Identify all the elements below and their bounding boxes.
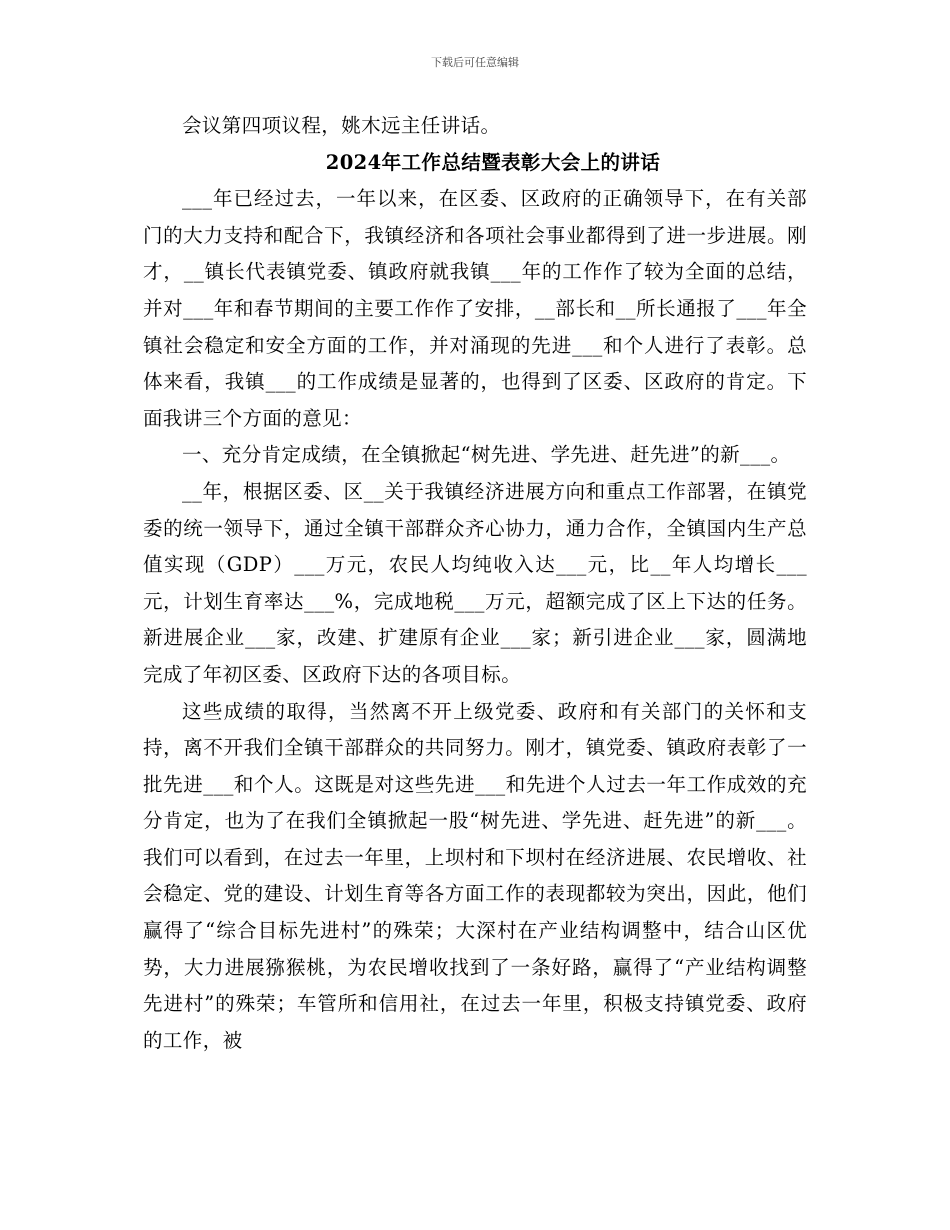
body-paragraph-3: 这些成绩的取得，当然离不开上级党委、政府和有关部门的关怀和支持，离不开我们全镇干部群众的共同努力。刚才，镇党委、镇政府表彰了一批先进___和个人。这既是对这些先进___和先进个人过去一年工作成效的充分肯定，也为了在我们全镇掀起一股“树先进、学先进、赶先进”的新___。我们可以看到，在过去一年里，上坝村和下坝村在经济进展、农民增收、社会稳定、党的建设、计划生育等各方面工作的表现都较为突出，因此，他们赢得了“综合目标先进村”的殊荣；大深村在产业结构调整中，结合山区优势，大力进展猕猴桃，为农民增收找到了一条好路，赢得了“产业结构调整先进村”的殊荣；车管所和信用社，在过去一年里，积极支持镇党委、政府的工作，被 [143, 699, 807, 1052]
section-heading-1: 一、充分肯定成绩，在全镇掀起“树先进、学先进、赶先进”的新___。 [182, 443, 791, 467]
body-paragraph-1: ___年已经过去，一年以来，在区委、区政府的正确领导下，在有关部门的大力支持和配合下，我镇经济和各项社会事业都得到了进一步进展。刚才，__镇长代表镇党委、镇政府就我镇___年的工作作了较为全面的总结，并对___年和春节期间的主要工作作了安排，__部长和__所长通报了___年全镇社会稳定和安全方面的工作，并对涌现的先进___和个人进行了表彰。总体来看，我镇___的工作成绩是显著的，也得到了区委、区政府的肯定。下面我讲三个方面的意见： [143, 187, 807, 430]
document-title: 2024年工作总结暨表彰大会上的讲话 [325, 150, 661, 174]
intro-paragraph: 会议第四项议程，姚木远主任讲话。 [182, 114, 501, 137]
body-paragraph-2: __年，根据区委、区__关于我镇经济进展方向和重点工作部署，在镇党委的统一领导下，通过全镇干部群众齐心协力，通力合作，全镇国内生产总值实现（GDP）___万元，农民人均纯收入达___元，比__年人均增长___元，计划生育率达___%，完成地税___万元，超额完成了区上下达的任务。新进展企业___家，改建、扩建原有企业___家；新引进企业___家，圆满地完成了年初区委、区政府下达的各项目标。 [143, 479, 807, 686]
page-header-note: 下载后可任意编辑 [431, 56, 519, 69]
document-body [143, 108, 807, 1059]
